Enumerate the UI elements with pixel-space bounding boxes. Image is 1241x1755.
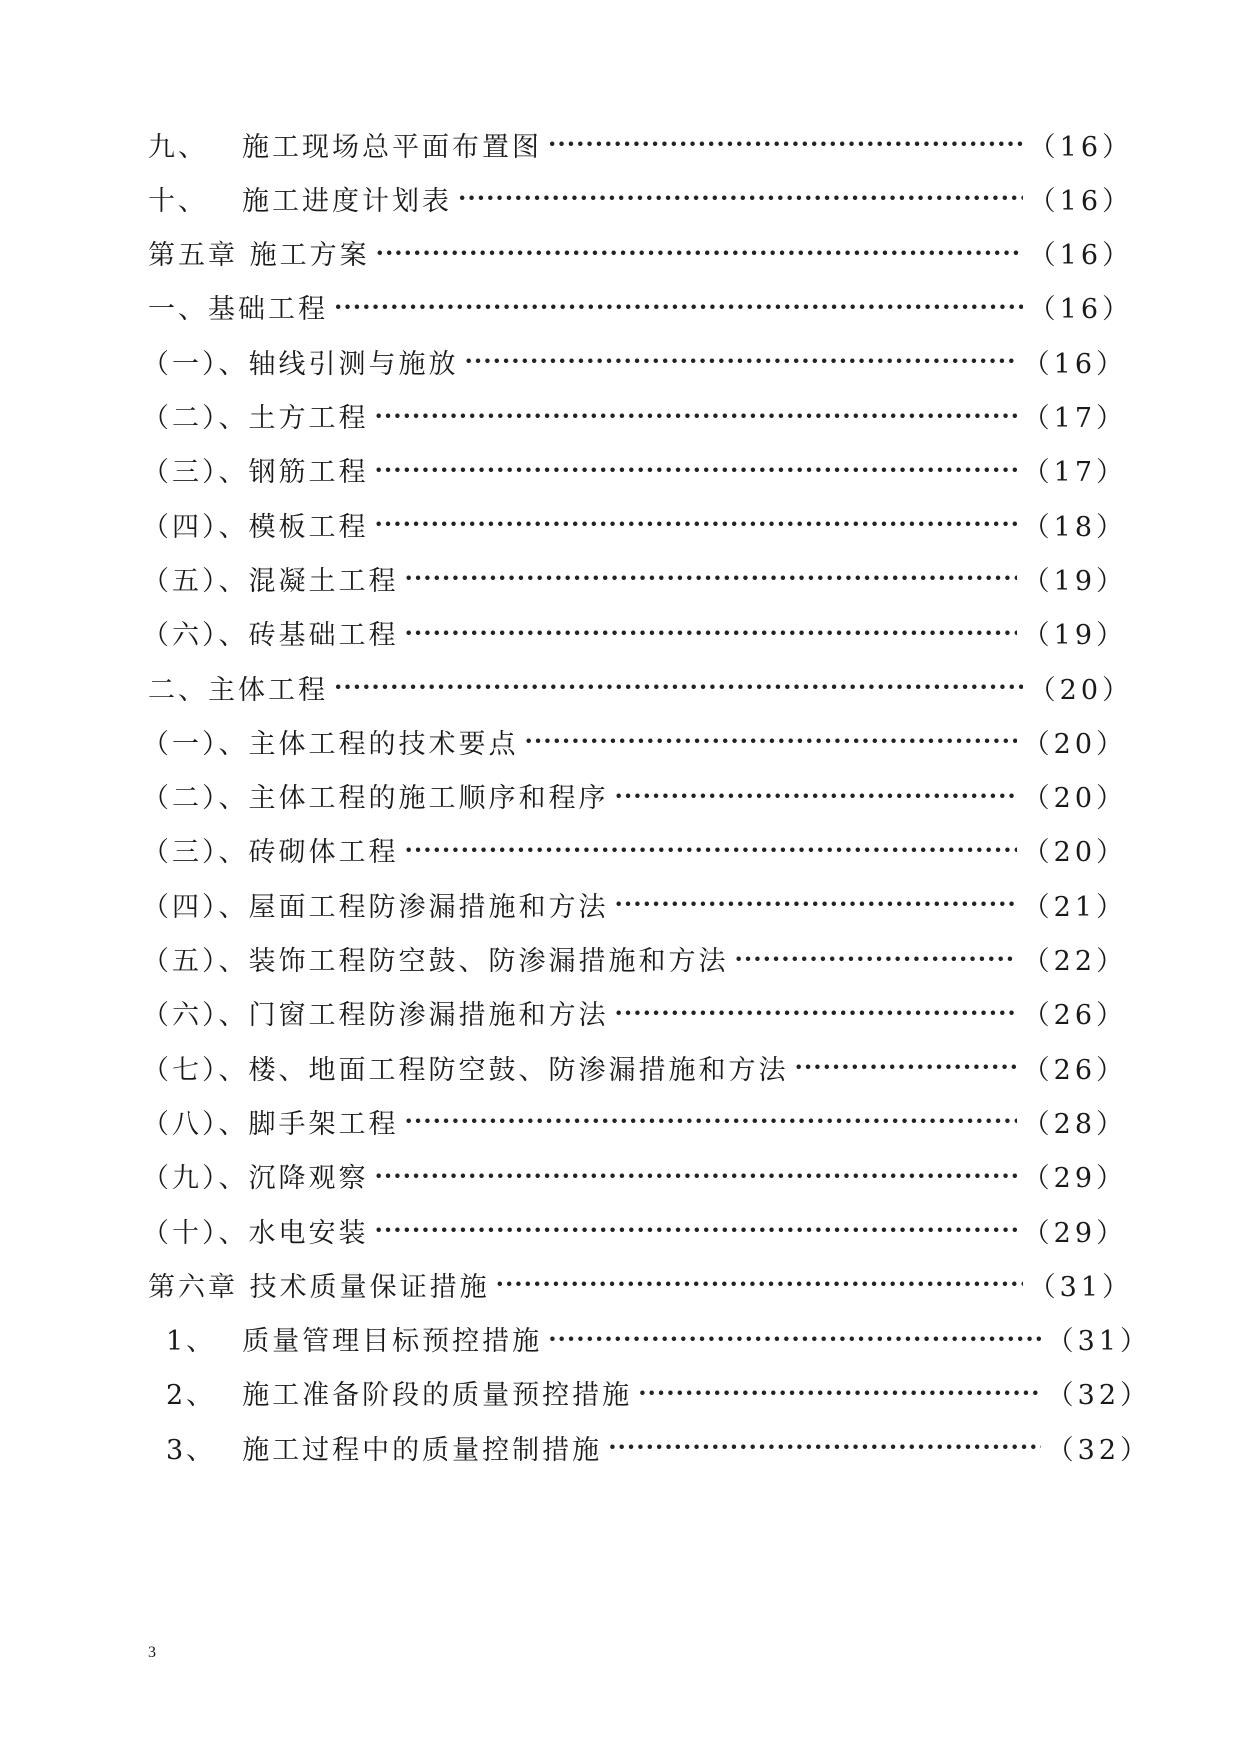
toc-entry-number: 九、 [148,131,208,163]
toc-entry-page: （16） [1028,240,1133,272]
toc-entry[interactable] [142,558,1127,598]
toc-entry-title: （四）、模板工程 [142,511,369,543]
toc-entry-page: （28） [1022,1108,1127,1140]
dot-leader [375,396,1017,436]
toc-entry-page: （29） [1022,1217,1127,1249]
toc-entry-page: （19） [1022,620,1127,652]
dot-leader [458,178,1023,218]
toc-entry-title: （六）、门窗工程防渗漏措施和方法 [142,1000,609,1032]
toc-entry-title: （七）、楼、地面工程防空鼓、防渗漏措施和方法 [142,1054,789,1086]
toc-entry-page: （26） [1022,1054,1127,1086]
toc-entry[interactable] [142,613,1127,653]
toc-entry[interactable] [142,504,1127,544]
toc-entry-page: （20） [1028,674,1133,706]
toc-entry-page: （16） [1028,185,1133,217]
dot-leader [608,1427,1040,1467]
toc-entry-page: （20） [1022,728,1127,760]
toc-entry-page: （16） [1022,348,1127,380]
toc-entry[interactable] [142,1047,1127,1087]
toc-entry-title: 第五章 施工方案 [148,240,370,272]
toc-entry-page: （32） [1046,1380,1151,1412]
dot-leader [735,939,1017,979]
toc-entry-title: （三）、钢筋工程 [142,457,369,489]
dot-leader [376,233,1023,273]
dot-leader [375,450,1017,490]
toc-entry-title: 施工进度计划表 [242,185,452,217]
toc-entry-title: （五）、混凝土工程 [142,565,399,597]
toc-entry-page: （31） [1046,1326,1151,1358]
toc-entry-page: （21） [1022,891,1127,923]
toc-entry[interactable] [142,1156,1127,1196]
toc-entry-title: 一、基础工程 [148,294,328,326]
page-number: 3 [148,1644,156,1661]
dot-leader [615,776,1017,816]
toc-entry-title: 施工现场总平面布置图 [242,131,542,163]
toc-entry[interactable] [142,993,1127,1033]
toc-entry-page: （20） [1022,783,1127,815]
toc-entry-page: （19） [1022,565,1127,597]
toc-entry[interactable] [142,939,1127,979]
toc-entry-page: （17） [1022,403,1127,434]
dot-leader [405,830,1017,870]
dot-leader [375,1210,1017,1250]
dot-leader [375,504,1017,544]
toc-entry-page: （31） [1028,1271,1133,1303]
toc-entry-page: （22） [1022,946,1127,977]
dot-leader [334,667,1023,707]
toc-entry[interactable] [142,341,1127,381]
toc-entry-number: 十、 [148,185,208,217]
toc-entry-title: 二、主体工程 [148,674,328,706]
toc-entry[interactable] [166,1319,1151,1359]
toc-entry-title: （八）、脚手架工程 [142,1108,399,1140]
toc-entry[interactable] [166,1427,1151,1467]
toc-entry-title: （二）、土方工程 [142,403,369,434]
toc-entry-page: （20） [1022,837,1127,869]
toc-entry-title: （三）、砖砌体工程 [142,837,399,869]
toc-entry[interactable] [148,178,1133,218]
dot-leader [638,1373,1040,1413]
toc-entry-page: （18） [1022,511,1127,543]
toc-entry[interactable] [148,233,1133,273]
dot-leader [405,613,1017,653]
dot-leader [525,721,1017,761]
toc-entry-page: （29） [1022,1163,1127,1195]
dot-leader [615,884,1017,924]
toc-entry-title: （四）、屋面工程防渗漏措施和方法 [142,891,609,923]
dot-leader [375,1156,1017,1196]
toc-entry[interactable] [142,721,1127,761]
toc-entry-title: （六）、砖基础工程 [142,620,399,652]
toc-entry[interactable] [142,450,1127,490]
toc-entry[interactable] [142,1101,1127,1141]
toc-entry-page: （17） [1022,457,1127,489]
toc-entry[interactable] [142,1210,1127,1250]
toc-entry-page: （32） [1046,1434,1151,1466]
dot-leader [548,124,1023,164]
toc-entry[interactable] [166,1373,1151,1413]
toc-entry[interactable] [148,667,1133,707]
dot-leader [405,1101,1017,1141]
toc-entry[interactable] [142,396,1127,436]
toc-entry-title: 施工过程中的质量控制措施 [242,1434,603,1466]
toc-entry[interactable] [142,776,1127,816]
toc-entry[interactable] [148,124,1133,164]
toc-entry-title: （五）、装饰工程防空鼓、防渗漏措施和方法 [142,946,729,977]
toc-entry-title: （一）、轴线引测与施放 [142,348,459,380]
toc-entry-title: （九）、沉降观察 [142,1163,369,1195]
dot-leader [405,558,1017,598]
toc-entry-title: 第六章 技术质量保证措施 [148,1271,490,1303]
toc-entry-number: 2、 [166,1380,217,1412]
toc-entry[interactable] [148,1264,1133,1304]
toc-entry-title: （一）、主体工程的技术要点 [142,728,519,760]
toc-entry[interactable] [142,830,1127,870]
toc-entry-number: 1、 [166,1326,217,1358]
dot-leader [795,1047,1017,1087]
toc-entry-title: （十）、水电安装 [142,1217,369,1249]
dot-leader [548,1319,1040,1359]
dot-leader [465,341,1017,381]
dot-leader [615,993,1017,1033]
dot-leader [334,287,1023,327]
toc-entry[interactable] [142,884,1127,924]
dot-leader [496,1264,1023,1304]
toc-entry-page: （26） [1022,1000,1127,1032]
toc-entry-number: 3、 [166,1434,217,1466]
toc-entry[interactable] [148,287,1133,327]
toc-entry-page: （16） [1028,294,1133,326]
toc-entry-title: 施工准备阶段的质量预控措施 [242,1380,633,1412]
toc-entry-page: （16） [1028,131,1133,163]
toc-entry-title: 质量管理目标预控措施 [242,1326,543,1358]
toc-entry-title: （二）、主体工程的施工顺序和程序 [142,783,609,815]
